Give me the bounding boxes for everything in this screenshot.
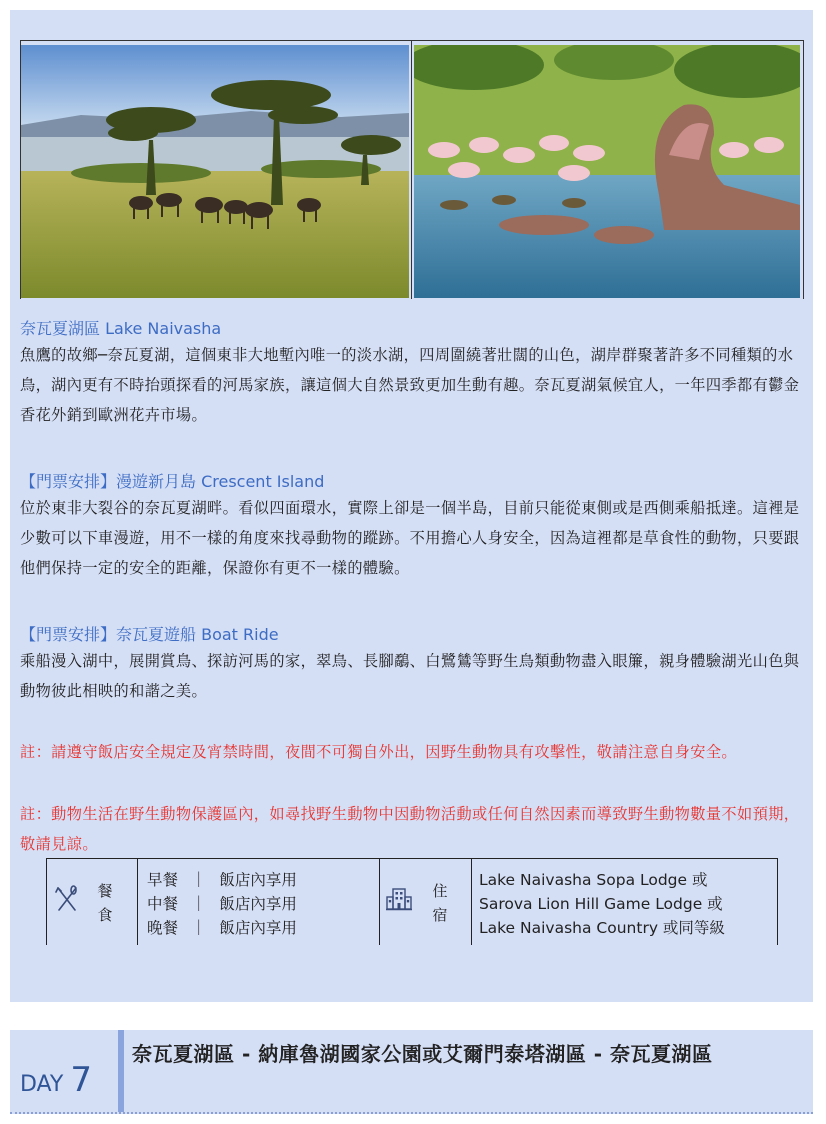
section-body-lake-naivasha: 魚鷹的故鄉─奈瓦夏湖，這個東非大地塹內唯一的淡水湖，四周圍繞著壯闊的山色，湖岸群聚著許多不同種類的水鳥，湖內更有不時抬頭探看的河馬家族，讓這個大自然景致更加生動有趣。奈瓦夏湖氣候宜人，一年四季都有鬱金香花外銷到歐洲花卉市場。 (20, 346, 800, 424)
lodging-divider (471, 859, 472, 945)
section-body-boat-ride: 乘船漫入湖中，展開賞鳥、探訪河馬的家，翠鳥、長腳鷸、白鷺鷥等野生鳥類動物盡入眼簾，親身體驗湖光山色與動物彼此相映的和諧之美。 (20, 652, 800, 700)
utensils-icon (55, 885, 79, 917)
day-accent-bar (118, 1030, 124, 1112)
meal-value: 飯店內享用 (219, 871, 297, 889)
hotel-option-2: Sarova Lion Hill Game Lodge 或 (479, 895, 723, 913)
hippo-flamingo-photo (414, 45, 800, 298)
day-number: 7 (70, 1060, 92, 1100)
meal-name: 早餐 (147, 871, 179, 889)
section-heading-lake-naivasha: 奈瓦夏湖區 Lake Naivasha (20, 319, 222, 338)
meals-lodging-table (46, 858, 778, 945)
meal-row-breakfast (147, 868, 297, 890)
photo-divider (411, 41, 412, 299)
wildlife-note: 註：動物生活在野生動物保護區內，如尋找野生動物中因動物活動或任何自然因素而導致野生動物數量不如預期，敬請見諒。 (20, 805, 800, 853)
table-divider (379, 859, 380, 945)
meal-separator: ｜ (190, 919, 207, 937)
meal-value: 飯店內享用 (219, 895, 297, 913)
hotel-option-1: Lake Naivasha Sopa Lodge 或 (479, 871, 708, 889)
meal-row-lunch (147, 892, 297, 914)
meal-name: 晚餐 (147, 919, 179, 937)
photo-strip (20, 40, 804, 299)
section-body-crescent-island: 位於東非大裂谷的奈瓦夏湖畔。看似四面環水，實際上卻是一個半島，目前只能從東側或是西側乘船抵達。這裡是少數可以下車漫遊，用不一樣的角度來找尋動物的蹤跡。不用擔心人身安全，因為這裡都是草食性的動物，只要跟他們保持一定的安全的距離，保證你有更不一樣的體驗。 (20, 499, 800, 577)
meals-divider (137, 859, 138, 945)
section-heading-crescent-island: 【門票安排】漫遊新月島 Crescent Island (20, 472, 325, 491)
meals-label-2: 食 (97, 906, 113, 924)
meal-separator: ｜ (190, 871, 207, 889)
section-heading-boat-ride: 【門票安排】奈瓦夏遊船 Boat Ride (20, 625, 279, 644)
hotel-option-3: Lake Naivasha Country 或同等級 (479, 919, 725, 937)
meal-row-dinner (147, 916, 297, 938)
day-label (20, 1060, 92, 1100)
meal-separator: ｜ (190, 895, 207, 913)
day-title: 奈瓦夏湖區 - 納庫魯湖國家公園或艾爾門泰塔湖區 - 奈瓦夏湖區 (132, 1042, 713, 1066)
lodging-label-1: 住 (432, 882, 448, 900)
lodging-label-2: 宿 (432, 906, 448, 924)
day-header-bar (10, 1030, 813, 1114)
hotel-icon (385, 885, 413, 917)
meal-name: 中餐 (147, 895, 179, 913)
meal-value: 飯店內享用 (219, 919, 297, 937)
wildebeest-savanna-photo (21, 45, 409, 298)
day-prefix: DAY (20, 1072, 64, 1097)
safety-note: 註：請遵守飯店安全規定及宵禁時間，夜間不可獨自外出，因野生動物具有攻擊性，敬請注意自身安全。 (20, 743, 738, 761)
meals-label-1: 餐 (97, 882, 113, 900)
